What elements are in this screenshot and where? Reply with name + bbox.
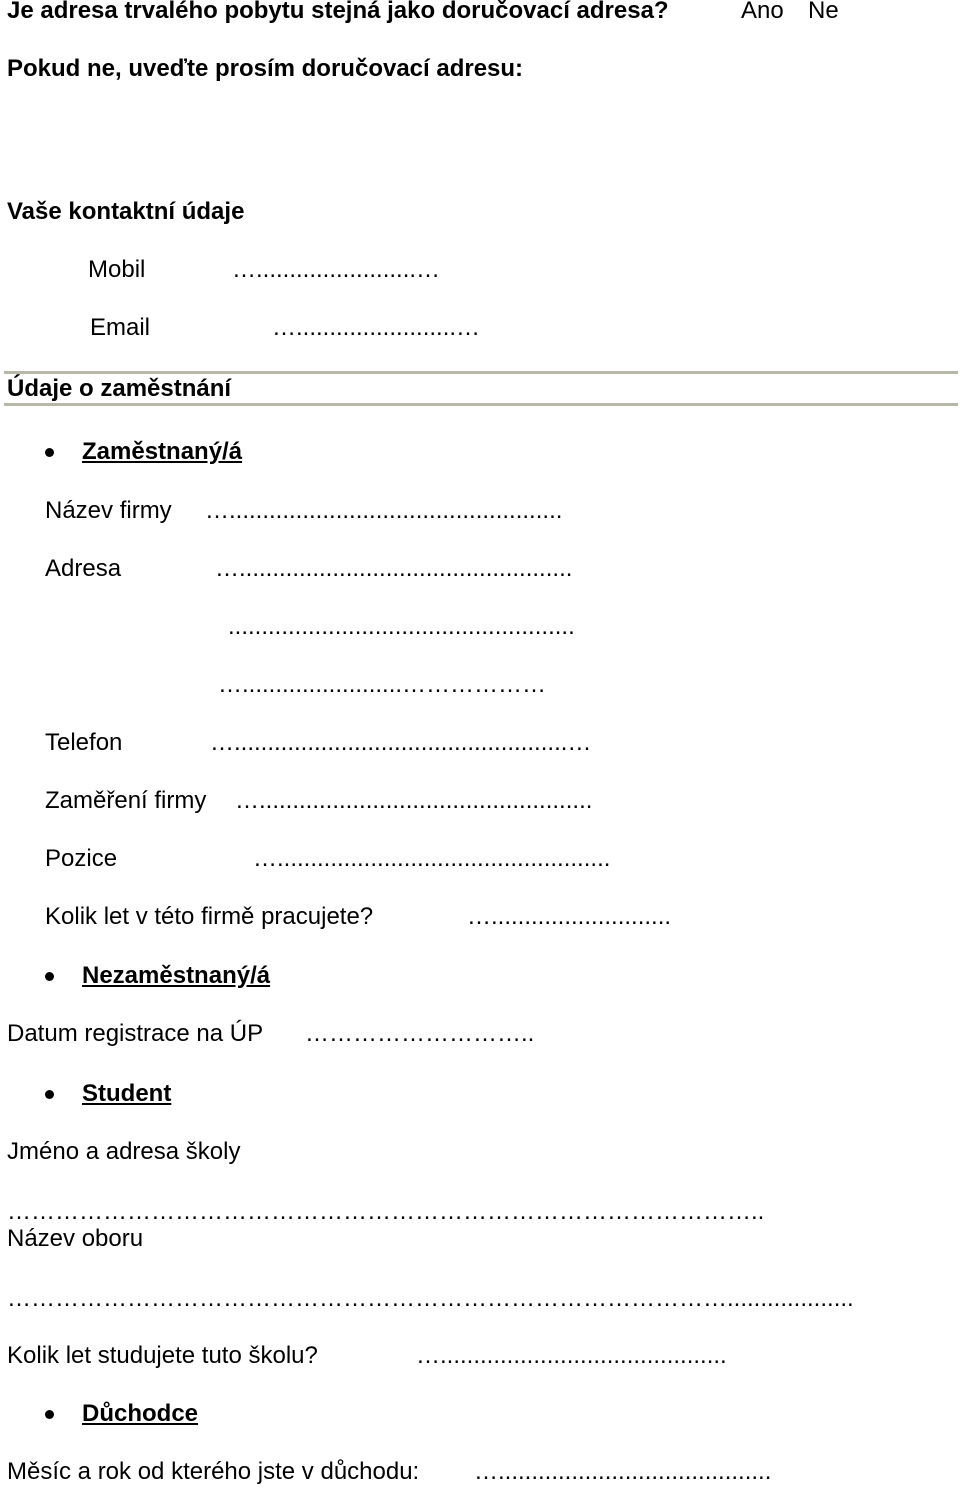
retirement-since-label: Měsíc a rok od kterého jste v důchodu:: [7, 1458, 420, 1485]
school-field[interactable]: …………………………………………………………………………………..: [7, 1198, 765, 1225]
position-field[interactable]: …..................................................: [253, 845, 611, 872]
retirement-since-field[interactable]: ….........................................: [474, 1458, 772, 1485]
employed-title: Zaměstnaný/á: [82, 438, 243, 465]
bullet-icon: [45, 448, 54, 457]
address-question: Je adresa trvalého pobytu stejná jako doručovací adresa?: [7, 0, 669, 24]
company-field[interactable]: …..................................................: [205, 497, 563, 524]
mobile-field[interactable]: …........................…: [232, 256, 441, 283]
top-rule: [4, 371, 958, 374]
company-label: Název firmy: [45, 497, 172, 524]
bullet-icon: [45, 1090, 54, 1099]
registration-date-field[interactable]: ………………………..: [305, 1020, 535, 1047]
student-title: Student: [82, 1080, 172, 1107]
option-yes[interactable]: Ano: [741, 0, 784, 24]
bullet-icon: [45, 1410, 54, 1419]
mobile-label: Mobil: [88, 256, 146, 283]
bottom-rule: [4, 403, 958, 406]
address-line-3[interactable]: …........................………………: [218, 671, 547, 698]
position-label: Pozice: [45, 845, 118, 872]
registration-date-label: Datum registrace na ÚP: [7, 1020, 264, 1047]
employment-heading: Údaje o zaměstnání: [7, 375, 232, 402]
school-label: Jméno a adresa školy: [7, 1138, 241, 1165]
focus-label: Zaměření firmy: [45, 787, 207, 814]
address-instruction: Pokud ne, uveďte prosím doručovací adresu:: [7, 55, 524, 82]
address-line-1[interactable]: …..................................................: [215, 555, 573, 582]
study-years-field[interactable]: …...........................................: [416, 1342, 727, 1369]
retiree-title: Důchodce: [82, 1400, 199, 1427]
years-field[interactable]: …...........................: [467, 903, 672, 930]
study-years-label: Kolik let studujete tuto školu?: [7, 1342, 318, 1369]
unemployed-title: Nezaměstnaný/á: [82, 962, 271, 989]
bullet-icon: [45, 972, 54, 981]
years-label: Kolik let v této firmě pracujete?: [45, 903, 374, 930]
contact-heading: Vaše kontaktní údaje: [7, 198, 245, 225]
focus-field[interactable]: …..................................................: [235, 787, 593, 814]
email-field[interactable]: …........................…: [272, 314, 481, 341]
field-of-study-field[interactable]: ………………………………………………………………………………...................: [7, 1285, 854, 1312]
phone-field[interactable]: …..................................................…: [210, 729, 592, 756]
phone-label: Telefon: [45, 729, 123, 756]
email-label: Email: [90, 314, 151, 341]
option-no[interactable]: Ne: [808, 0, 839, 24]
field-of-study-label: Název oboru: [7, 1225, 144, 1252]
address-line-2[interactable]: ....................................................: [228, 613, 575, 640]
address-label: Adresa: [45, 555, 122, 582]
